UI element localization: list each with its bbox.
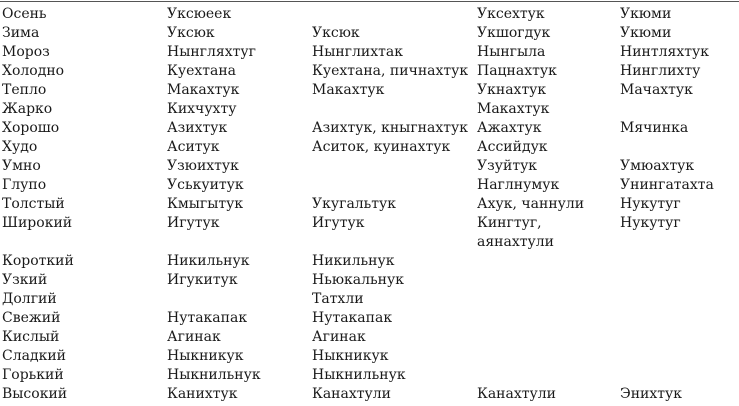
cell-dialect-1-word: Игукитук (167, 272, 238, 288)
cell-russian-word: Осень (2, 6, 47, 22)
table-row (0, 157, 739, 176)
top-rule (0, 1, 739, 2)
cell-dialect-1-word: Узюихтук (167, 158, 239, 174)
cell-russian-word: Широкий (2, 215, 73, 231)
cell-dialect-4-word (618, 271, 739, 290)
cell-dialect-1-word: Ныкникук (167, 348, 244, 364)
table-row (0, 366, 739, 385)
cell-dialect-3-word: Макахтук (477, 101, 550, 117)
cell-dialect-2-word (310, 100, 475, 119)
cell-dialect-2-word (310, 5, 475, 24)
cell-dialect-3-word (475, 347, 618, 366)
cell-dialect-4-word: Мячинка (620, 120, 689, 136)
table-row (0, 385, 739, 404)
cell-dialect-3-word: Кингтуг, аянахтули (477, 215, 554, 250)
cell-russian-word: Узкий (2, 272, 48, 288)
cell-russian-word: Горький (2, 367, 64, 383)
cell-dialect-4-word: Нинглихту (620, 63, 701, 79)
cell-dialect-2-word: Куехтана, пичнахтук (312, 63, 469, 79)
cell-dialect-2-word: Ньюкальнук (312, 272, 404, 288)
table-row (0, 100, 739, 119)
cell-dialect-1-word: Кмыгытук (167, 196, 244, 212)
table-row (0, 214, 739, 252)
table-row (0, 43, 739, 62)
cell-dialect-2-word: Нутакапак (312, 310, 393, 326)
cell-russian-word: Зима (2, 25, 40, 41)
cell-dialect-3-word: Канахтули (477, 386, 556, 402)
cell-dialect-1-word: Канихтук (167, 386, 238, 402)
cell-russian-word: Свежий (2, 310, 61, 326)
cell-dialect-1-word: Уськуитук (167, 177, 244, 193)
cell-dialect-3-word: Укнахтук (477, 82, 547, 98)
cell-dialect-3-word: Уксехтук (477, 6, 545, 22)
table-row (0, 290, 739, 309)
cell-dialect-2-word (310, 176, 475, 195)
cell-dialect-4-word (618, 252, 739, 271)
cell-dialect-3-word: Пацнахтук (477, 63, 557, 79)
cell-russian-word: Мороз (2, 44, 50, 60)
table-row (0, 5, 739, 24)
cell-dialect-1-word: Ныкнильнук (167, 367, 261, 383)
cell-russian-word: Высокий (2, 386, 68, 402)
cell-dialect-1-word: Азихтук (167, 120, 228, 136)
cell-dialect-3-word (475, 309, 618, 328)
cell-dialect-3-word: Нынгыла (477, 44, 546, 60)
cell-russian-word: Умно (2, 158, 41, 174)
table-row (0, 309, 739, 328)
cell-russian-word: Худо (2, 139, 38, 155)
cell-dialect-3-word: Ажахтук (477, 120, 542, 136)
cell-dialect-1-word: Нынгляхтуг (167, 44, 256, 60)
cell-dialect-4-word (618, 347, 739, 366)
cell-dialect-1-word: Нутакапак (167, 310, 248, 326)
table-row (0, 176, 739, 195)
cell-dialect-3-word (475, 366, 618, 385)
cell-dialect-2-word: Макахтук (312, 82, 385, 98)
cell-dialect-2-word: Агинак (312, 329, 366, 345)
cell-dialect-3-word: Укшогдук (477, 25, 551, 41)
cell-dialect-1-word (165, 290, 310, 309)
cell-dialect-4-word: Мачахтук (620, 82, 693, 98)
cell-dialect-4-word: Унингатахта (620, 177, 714, 193)
table-row (0, 328, 739, 347)
table-row (0, 119, 739, 138)
cell-dialect-1-word: Макахтук (167, 82, 240, 98)
cell-dialect-3-word (475, 328, 618, 347)
cell-dialect-2-word: Никильнук (312, 253, 395, 269)
cell-dialect-1-word: Аситук (167, 139, 220, 155)
cell-dialect-2-word: Уксюк (312, 25, 360, 41)
cell-dialect-3-word (475, 271, 618, 290)
table-row (0, 62, 739, 81)
cell-russian-word: Тепло (2, 82, 47, 98)
cell-dialect-3-word: Наглнумук (477, 177, 560, 193)
cell-dialect-4-word (618, 290, 739, 309)
cell-dialect-2-word: Канахтули (312, 386, 391, 402)
cell-dialect-2-word (310, 157, 475, 176)
cell-dialect-4-word (618, 328, 739, 347)
cell-dialect-2-word: Укугальтук (312, 196, 397, 212)
cell-dialect-2-word: Нынглихтак (312, 44, 403, 60)
cell-dialect-4-word: Укюми (620, 25, 672, 41)
cell-dialect-3-word: Ахук, чаннули (477, 196, 585, 212)
cell-dialect-4-word: Укюми (620, 6, 672, 22)
table-row (0, 195, 739, 214)
cell-russian-word: Хорошо (2, 120, 60, 136)
cell-dialect-3-word: Ассийдук (477, 139, 548, 155)
cell-russian-word: Долгий (2, 291, 57, 307)
cell-dialect-4-word (618, 309, 739, 328)
table-row (0, 138, 739, 157)
cell-dialect-1-word: Уксюк (167, 25, 215, 41)
cell-russian-word: Жарко (2, 101, 53, 117)
table-row (0, 347, 739, 366)
cell-dialect-2-word: Аситок, куинахтук (312, 139, 451, 155)
cell-russian-word: Глупо (2, 177, 47, 193)
cell-russian-word: Сладкий (2, 348, 66, 364)
cell-russian-word: Кислый (2, 329, 60, 345)
cell-dialect-4-word (618, 138, 739, 157)
cell-dialect-2-word: Игутук (312, 215, 365, 231)
cell-dialect-4-word: Нукутуг (620, 215, 681, 231)
vocabulary-table-body (0, 5, 739, 404)
cell-dialect-4-word (618, 366, 739, 385)
cell-dialect-4-word: Нукутуг (620, 196, 681, 212)
cell-russian-word: Толстый (2, 196, 65, 212)
cell-russian-word: Холодно (2, 63, 65, 79)
vocabulary-table (0, 5, 739, 404)
cell-dialect-1-word: Кихчухту (167, 101, 237, 117)
cell-dialect-4-word (618, 100, 739, 119)
cell-dialect-1-word: Агинак (167, 329, 221, 345)
table-row (0, 81, 739, 100)
cell-dialect-1-word: Уксюеек (167, 6, 232, 22)
cell-dialect-3-word: Узуйтук (477, 158, 538, 174)
cell-dialect-1-word: Никильнук (167, 253, 250, 269)
cell-dialect-4-word: Энихтук (620, 386, 683, 402)
cell-dialect-1-word: Игутук (167, 215, 220, 231)
table-row (0, 252, 739, 271)
cell-dialect-3-word (475, 252, 618, 271)
cell-dialect-4-word: Нинтляхтук (620, 44, 709, 60)
cell-dialect-2-word: Ныкнильнук (312, 367, 406, 383)
cell-dialect-2-word: Татхли (312, 291, 364, 307)
cell-dialect-2-word: Азихтук, кныгнахтук (312, 120, 468, 136)
cell-dialect-1-word: Куехтана (167, 63, 237, 79)
cell-russian-word: Короткий (2, 253, 74, 269)
table-row (0, 271, 739, 290)
cell-dialect-3-word (475, 290, 618, 309)
cell-dialect-2-word: Ныкникук (312, 348, 389, 364)
cell-dialect-4-word: Умюахтук (620, 158, 695, 174)
table-row (0, 24, 739, 43)
